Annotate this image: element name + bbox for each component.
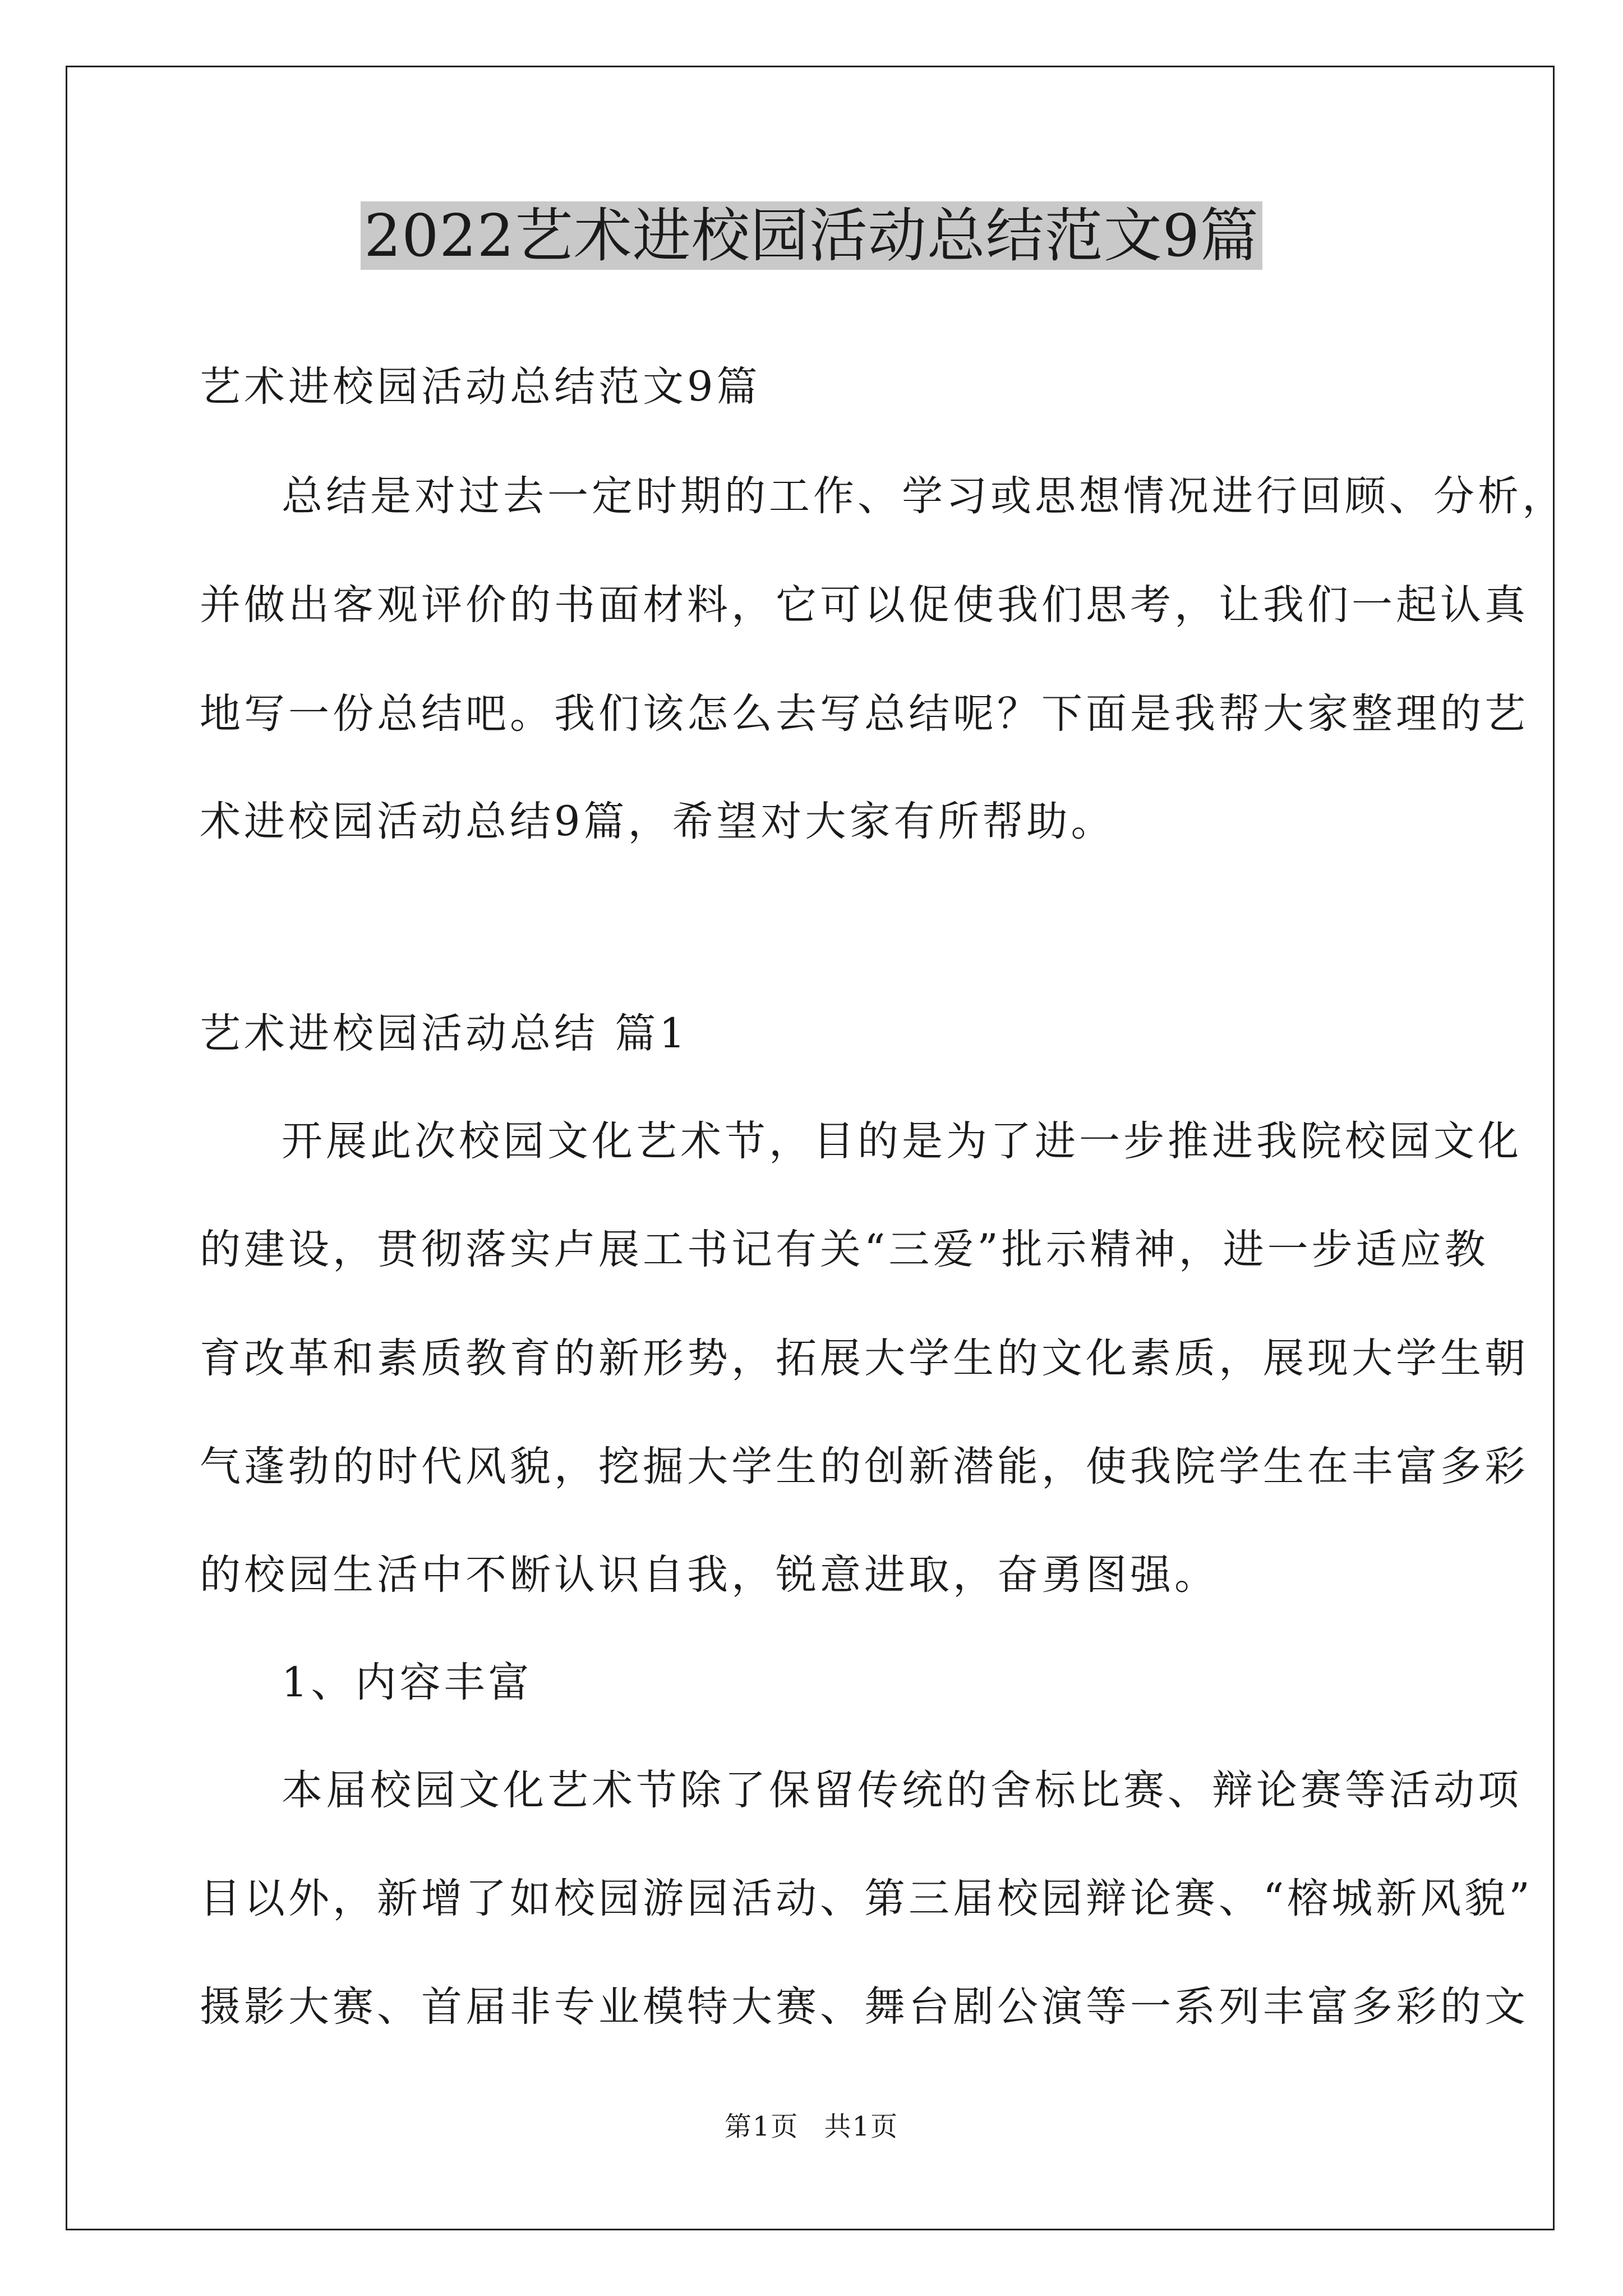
content-line: 摄影大赛、首届非专业模特大赛、舞台剧公演等一系列丰富多彩的文 [200, 1983, 1529, 2031]
intro-line: 术进校园活动总结9篇，希望对大家有所帮助。 [200, 798, 1115, 845]
document-subtitle: 艺术进校园活动总结范文9篇 [200, 363, 761, 411]
content-line: 本届校园文化艺术节除了保留传统的舍标比赛、辩论赛等活动项 [282, 1766, 1522, 1814]
section-paragraph-line: 开展此次校园文化艺术节，目的是为了进一步推进我院校园文化 [282, 1117, 1522, 1165]
section-paragraph-line: 气蓬勃的时代风貌，挖掘大学生的创新潜能，使我院学生在丰富多彩 [200, 1443, 1529, 1490]
intro-line: 地写一份总结吧。我们该怎么去写总结呢？下面是我帮大家整理的艺 [200, 690, 1529, 738]
section-heading: 艺术进校园活动总结 篇1 [200, 1010, 689, 1057]
document-title-text: 2022艺术进校园活动总结范文9篇 [361, 201, 1262, 270]
page-total: 共1页 [824, 2111, 899, 2142]
content-line: 目以外，新增了如校园游园活动、第三届校园辩论赛、“榕城新风貌” [200, 1875, 1533, 1922]
intro-line: 总结是对过去一定时期的工作、学习或思想情况进行回顾、分析， [282, 472, 1566, 520]
section-paragraph-line: 育改革和素质教育的新形势，拓展大学生的文化素质，展现大学生朝 [200, 1335, 1529, 1382]
page-current: 第1页 [724, 2111, 799, 2142]
section-paragraph-line: 的校园生活中不断认识自我，锐意进取，奋勇图强。 [200, 1551, 1219, 1599]
page-footer [0, 2105, 1623, 2143]
document-title [0, 196, 1623, 275]
intro-line: 并做出客观评价的书面材料，它可以促使我们思考，让我们一起认真 [200, 581, 1529, 629]
subheading: 1、内容丰富 [282, 1659, 533, 1706]
section-paragraph-line: 的建设，贯彻落实卢展工书记有关“三爱”批示精神，进一步适应教 [200, 1226, 1489, 1273]
